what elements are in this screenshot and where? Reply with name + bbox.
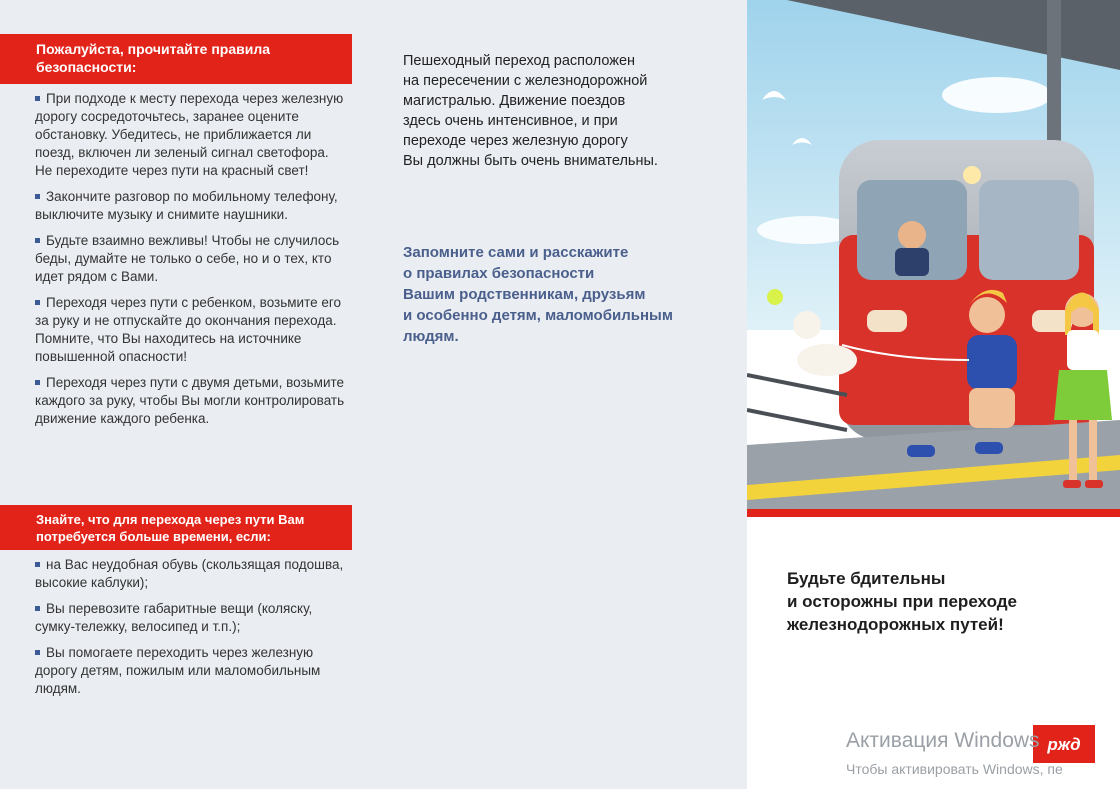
rail	[747, 410, 847, 430]
dog-head	[793, 311, 821, 339]
windows-activation-watermark	[846, 728, 1120, 778]
boy-legs	[969, 388, 1015, 428]
banner-line: потребуется больше времени, если:	[36, 529, 271, 544]
boy-shoe	[975, 442, 1003, 454]
slogan: Будьте бдительны и осторожны при переходе железнодорожных путей!	[787, 569, 1017, 634]
list-item: на Вас неудобная обувь (скользящая подошва, высокие каблуки);	[35, 557, 344, 590]
extra-time-list	[35, 556, 345, 706]
left-column	[0, 0, 372, 789]
boy-jacket	[967, 335, 1017, 390]
intro-paragraph: Пешеходный переход расположен на пересечении с железнодорожной магистралью. Движение поездов здесь очень интенсивное, и при переходе через железную дорогу Вы должны быть очень внимательны.	[403, 53, 658, 169]
banner-line: Пожалуйста, прочитайте правила	[36, 41, 271, 57]
driver-head	[898, 221, 926, 249]
train-headlight	[963, 166, 981, 184]
illustration-svg	[747, 0, 1120, 510]
girl-shoe	[1063, 480, 1081, 488]
bullet-icon	[35, 300, 40, 305]
remember-callout: Запомните сами и расскажите о правилах безопасности Вашим родственникам, друзьям и особенно детям, маломобильным людям.	[403, 244, 673, 345]
driver-body	[895, 248, 929, 276]
girl-top	[1067, 330, 1099, 370]
list-item: Вы помогаете переходить через железную дорогу детям, пожилым или маломобильным людям.	[35, 645, 321, 696]
right-column	[747, 0, 1120, 789]
list-item: Вы перевозите габаритные вещи (коляску, сумку-тележку, велосипед и т.п.);	[35, 601, 313, 634]
girl-skirt	[1054, 370, 1112, 420]
safety-rules-banner	[0, 34, 352, 84]
middle-column	[372, 0, 747, 789]
ball	[767, 289, 783, 305]
svg-text:ржд: ржд	[1047, 735, 1081, 754]
banner-line: безопасности:	[36, 59, 137, 75]
girl-shoe	[1085, 480, 1103, 488]
list-item: Будьте взаимно вежливы! Чтобы не случилось беды, думайте не только о себе, но и о тех, кто идет рядом с Вами.	[35, 233, 340, 284]
list-item: Переходя через пути с двумя детьми, возьмите каждого за руку, чтобы Вы могли контролировать движение каждого ребенка.	[35, 375, 345, 426]
train-lamp	[867, 310, 907, 332]
list-item: Закончите разговор по мобильному телефону, выключите музыку и снимите наушники.	[35, 189, 338, 222]
bullet-icon	[35, 380, 40, 385]
train-window-right	[979, 180, 1079, 280]
boy-shoe	[907, 445, 935, 457]
bullet-icon	[35, 194, 40, 199]
dog-body	[797, 344, 857, 376]
list-item: При подходе к месту перехода через железную дорогу сосредоточьтесь, заранее оцените обстановку. Убедитесь, не приближается ли поезд, включен ли зеленый сигнал светофора. Не переходите через пути на красный свет!	[35, 91, 344, 178]
girl-leg	[1089, 420, 1097, 480]
bullet-icon	[35, 96, 40, 101]
bullet-icon	[35, 562, 40, 567]
banner-line: Знайте, что для перехода через пути Вам	[36, 512, 305, 527]
bullet-icon	[35, 650, 40, 655]
watermark-subtitle: Чтобы активировать Windows, пе	[846, 761, 1063, 777]
girl-leg	[1069, 420, 1077, 480]
red-divider	[747, 509, 1120, 517]
extra-time-banner	[0, 505, 352, 550]
train-crossing-illustration	[747, 0, 1120, 510]
boy-head	[969, 297, 1005, 333]
watermark-title: Активация Windows	[846, 729, 1040, 752]
bullet-icon	[35, 606, 40, 611]
safety-rules-list	[35, 90, 345, 436]
bullet-icon	[35, 238, 40, 243]
list-item: Переходя через пути с ребенком, возьмите его за руку и не отпускайте до окончания перехода. Помните, что Вы находитесь на источнике повышенной опасности!	[35, 295, 342, 364]
rail	[747, 375, 847, 395]
cloud	[942, 77, 1052, 113]
